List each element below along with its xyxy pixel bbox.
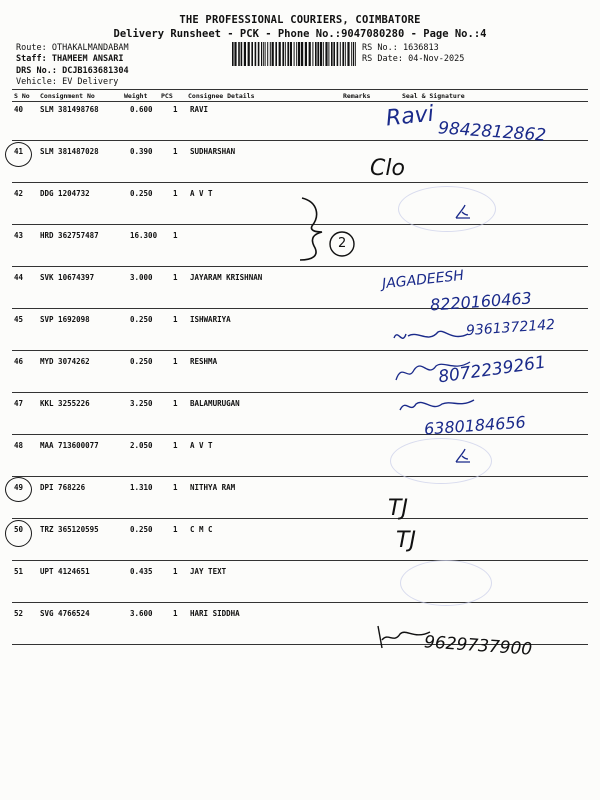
cell-pcs: 1 xyxy=(173,609,178,618)
cell-consignment: DDG 1204732 xyxy=(40,189,90,198)
cell-weight: 3.000 xyxy=(130,273,153,282)
col-weight: Weight xyxy=(124,92,148,100)
cell-consignee: A V T xyxy=(190,441,213,450)
row-divider xyxy=(12,518,588,519)
signature-phone-40: 9842812862 xyxy=(437,118,547,146)
cell-pcs: 1 xyxy=(173,315,178,324)
rs-date-line xyxy=(362,54,464,64)
row-divider xyxy=(12,392,588,393)
signature-phone-45: 9361372142 xyxy=(465,316,556,340)
barcode-bar xyxy=(296,42,297,66)
vehicle-label: Vehicle: xyxy=(16,77,57,87)
cell-sno: 52 xyxy=(14,609,24,618)
row-divider xyxy=(12,434,588,435)
row-divider xyxy=(12,476,588,477)
barcode-bar xyxy=(255,42,257,66)
cell-pcs: 1 xyxy=(173,189,178,198)
cell-sno: 44 xyxy=(14,273,24,282)
brace-mark xyxy=(296,194,366,264)
barcode-bar xyxy=(317,42,319,66)
cell-consignment: MAA 713600077 xyxy=(40,441,99,450)
col-seal-signature: Seal & Signature xyxy=(402,92,465,100)
cell-consignment: DPI 768226 xyxy=(40,483,86,492)
barcode-bar xyxy=(251,42,253,66)
barcode-bar xyxy=(241,42,243,66)
cell-pcs: 1 xyxy=(173,441,178,450)
circle-mark-41 xyxy=(5,142,32,167)
drs-line xyxy=(16,66,129,76)
cell-pcs: 1 xyxy=(173,525,178,534)
rs-number-value: 1636813 xyxy=(402,43,439,53)
route-line xyxy=(16,43,129,53)
route-label: Route: xyxy=(16,43,47,53)
barcode-bar xyxy=(282,42,284,66)
company-title: THE PROFESSIONAL COURIERS, COIMBATORE xyxy=(179,14,421,26)
cell-consignment: HRD 362757487 xyxy=(40,231,99,240)
cell-pcs: 1 xyxy=(173,483,178,492)
cell-pcs: 1 xyxy=(173,105,178,114)
barcode-bar xyxy=(238,42,240,66)
barcode-bar xyxy=(312,42,313,66)
cell-consignee: NITHYA RAM xyxy=(190,483,236,492)
cell-consignment: UPT 4124651 xyxy=(40,567,90,576)
cell-sno: 51 xyxy=(14,567,24,576)
cell-weight: 0.250 xyxy=(130,357,153,366)
signature-phone-46: 8072239261 xyxy=(437,352,548,388)
table-row xyxy=(0,147,600,161)
table-row xyxy=(0,567,600,581)
col-pcs: PCS xyxy=(161,92,173,100)
table-row xyxy=(0,105,600,119)
cell-weight: 3.250 xyxy=(130,399,153,408)
barcode-bar xyxy=(298,42,300,66)
rs-date-label: RS Date: xyxy=(362,54,403,64)
table-row xyxy=(0,525,600,539)
barcode-bar xyxy=(342,42,344,66)
signature-phone-47: 6380184656 xyxy=(423,412,527,439)
route-value: OTHAKALMANDABAM xyxy=(51,43,129,53)
cell-consignee: SUDHARSHAN xyxy=(190,147,236,156)
barcode-bar xyxy=(265,42,266,66)
cell-consignment: MYD 3074262 xyxy=(40,357,90,366)
cell-sno: 45 xyxy=(14,315,24,324)
barcode-bar xyxy=(340,42,341,66)
cell-sno: 48 xyxy=(14,441,24,450)
barcode-bar xyxy=(325,42,327,66)
cell-pcs: 1 xyxy=(173,273,178,282)
cell-consignment: SLM 381487028 xyxy=(40,147,99,156)
staff-line xyxy=(16,54,124,64)
tick-mark-42 xyxy=(452,202,474,224)
faint-stamp xyxy=(390,438,492,484)
barcode-bar xyxy=(353,42,354,66)
row-divider xyxy=(12,182,588,183)
cell-pcs: 1 xyxy=(173,231,178,240)
barcode-bar xyxy=(263,42,264,66)
col-sno: S No xyxy=(14,92,30,100)
barcode-bar xyxy=(287,42,289,66)
signature-50: TJ xyxy=(396,528,416,553)
signature-41: Clo xyxy=(370,156,405,181)
cell-weight: 2.050 xyxy=(130,441,153,450)
staff-value: THAMEEM ANSARI xyxy=(51,54,124,64)
table-row xyxy=(0,399,600,413)
cell-sno: 42 xyxy=(14,189,24,198)
cell-weight: 1.310 xyxy=(130,483,153,492)
barcode-bar xyxy=(323,42,324,66)
barcode-bar xyxy=(232,42,234,66)
barcode-bar xyxy=(309,42,311,66)
cell-sno: 43 xyxy=(14,231,24,240)
faint-stamp xyxy=(400,560,492,606)
faint-stamp xyxy=(398,186,496,232)
scribble-45 xyxy=(392,324,472,348)
cell-consignment: SLM 381498768 xyxy=(40,105,99,114)
header-top-rule xyxy=(12,89,588,90)
tick-mark-48 xyxy=(452,446,474,468)
rs-number-line xyxy=(362,43,439,53)
cell-consignment: SVG 4766524 xyxy=(40,609,90,618)
cell-pcs: 1 xyxy=(173,567,178,576)
barcode-bar xyxy=(272,42,274,66)
cell-weight: 0.435 xyxy=(130,567,153,576)
col-remarks: Remarks xyxy=(343,92,371,100)
header-bottom-rule xyxy=(12,101,588,102)
barcode-bar xyxy=(244,42,246,66)
barcode-bar xyxy=(337,42,339,66)
cell-consignee: JAYARAM KRISHNAN xyxy=(190,273,263,282)
barcode-bar xyxy=(355,42,356,66)
table-row xyxy=(0,609,600,623)
table-row xyxy=(0,441,600,455)
barcode-bar xyxy=(331,42,333,66)
row-divider xyxy=(12,560,588,561)
cell-consignee: RAVI xyxy=(190,105,209,114)
table-row xyxy=(0,483,600,497)
cell-sno: 49 xyxy=(14,483,24,492)
barcode-bar xyxy=(275,42,277,66)
vehicle-line xyxy=(16,77,118,87)
runsheet-subtitle: Delivery Runsheet - PCK - Phone No.:9047080280 - Page No.:4 xyxy=(113,28,487,40)
cell-consignment: SVK 10674397 xyxy=(40,273,95,282)
barcode-bar xyxy=(333,42,335,66)
barcode-bar xyxy=(270,42,271,66)
barcode-bar xyxy=(234,42,236,66)
cell-consignee: BALAMURUGAN xyxy=(190,399,240,408)
barcode-bar xyxy=(301,42,303,66)
cell-pcs: 1 xyxy=(173,357,178,366)
cell-consignee: RESHMA xyxy=(190,357,218,366)
signature-phone-44: 8220160463 xyxy=(429,288,533,315)
cell-consignee: C M C xyxy=(190,525,213,534)
cell-weight: 0.390 xyxy=(130,147,153,156)
cell-consignee: HARI SIDDHA xyxy=(190,609,240,618)
barcode-bar xyxy=(248,42,250,66)
signature-49: TJ xyxy=(388,496,408,521)
barcode-bar xyxy=(290,42,292,66)
col-consignee: Consignee Details xyxy=(188,92,255,100)
cell-weight: 0.600 xyxy=(130,105,153,114)
cell-sno: 50 xyxy=(14,525,24,534)
cell-sno: 47 xyxy=(14,399,24,408)
barcode-bar xyxy=(294,42,295,66)
cell-pcs: 1 xyxy=(173,399,178,408)
barcode-bar xyxy=(315,42,317,66)
rs-date-value: 04-Nov-2025 xyxy=(408,54,465,64)
signature-jagadeesh: JAGADEESH xyxy=(381,267,465,293)
cell-consignment: SVP 1692098 xyxy=(40,315,90,324)
cell-consignment: TRZ 365120595 xyxy=(40,525,99,534)
rs-number-label: RS No.: xyxy=(362,43,398,53)
barcode-bar xyxy=(258,42,260,66)
barcode-bar xyxy=(267,42,268,66)
row-divider xyxy=(12,602,588,603)
barcode-bar xyxy=(328,42,329,66)
cell-weight: 0.250 xyxy=(130,525,153,534)
barcode-bar xyxy=(345,42,346,66)
cell-sno: 40 xyxy=(14,105,24,114)
table-row xyxy=(0,273,600,287)
cell-weight: 16.300 xyxy=(130,231,158,240)
barcode-bar xyxy=(305,42,307,66)
col-consignment: Consignment No xyxy=(40,92,95,100)
circle-mark-49 xyxy=(5,477,32,502)
barcode-bar xyxy=(261,42,262,66)
drs-label: DRS No.: xyxy=(16,66,57,76)
cell-sno: 46 xyxy=(14,357,24,366)
drs-value: DCJB163681304 xyxy=(62,66,129,76)
cell-consignee: A V T xyxy=(190,189,213,198)
cell-weight: 3.600 xyxy=(130,609,153,618)
barcode-bar xyxy=(351,42,352,66)
cell-consignee: JAY TEXT xyxy=(190,567,227,576)
barcode xyxy=(232,42,358,66)
cell-weight: 0.250 xyxy=(130,189,153,198)
cell-weight: 0.250 xyxy=(130,315,153,324)
cell-consignee: ISHWARIYA xyxy=(190,315,231,324)
vehicle-value: EV Delivery xyxy=(62,77,119,87)
signature-ravi: Ravi xyxy=(384,101,436,132)
row-divider xyxy=(12,266,588,267)
cell-sno: 41 xyxy=(14,147,24,156)
signature-phone-52: 9629737900 xyxy=(423,632,533,660)
brace-number: 2 xyxy=(338,236,347,251)
staff-label: Staff: xyxy=(16,54,47,64)
scribble-47 xyxy=(398,396,478,418)
barcode-bar xyxy=(347,42,349,66)
cell-consignment: KKL 3255226 xyxy=(40,399,90,408)
cell-pcs: 1 xyxy=(173,147,178,156)
barcode-bar xyxy=(285,42,286,66)
circle-mark-50 xyxy=(5,520,32,547)
barcode-bar xyxy=(320,42,322,66)
barcode-bar xyxy=(279,42,281,66)
row-divider xyxy=(12,350,588,351)
